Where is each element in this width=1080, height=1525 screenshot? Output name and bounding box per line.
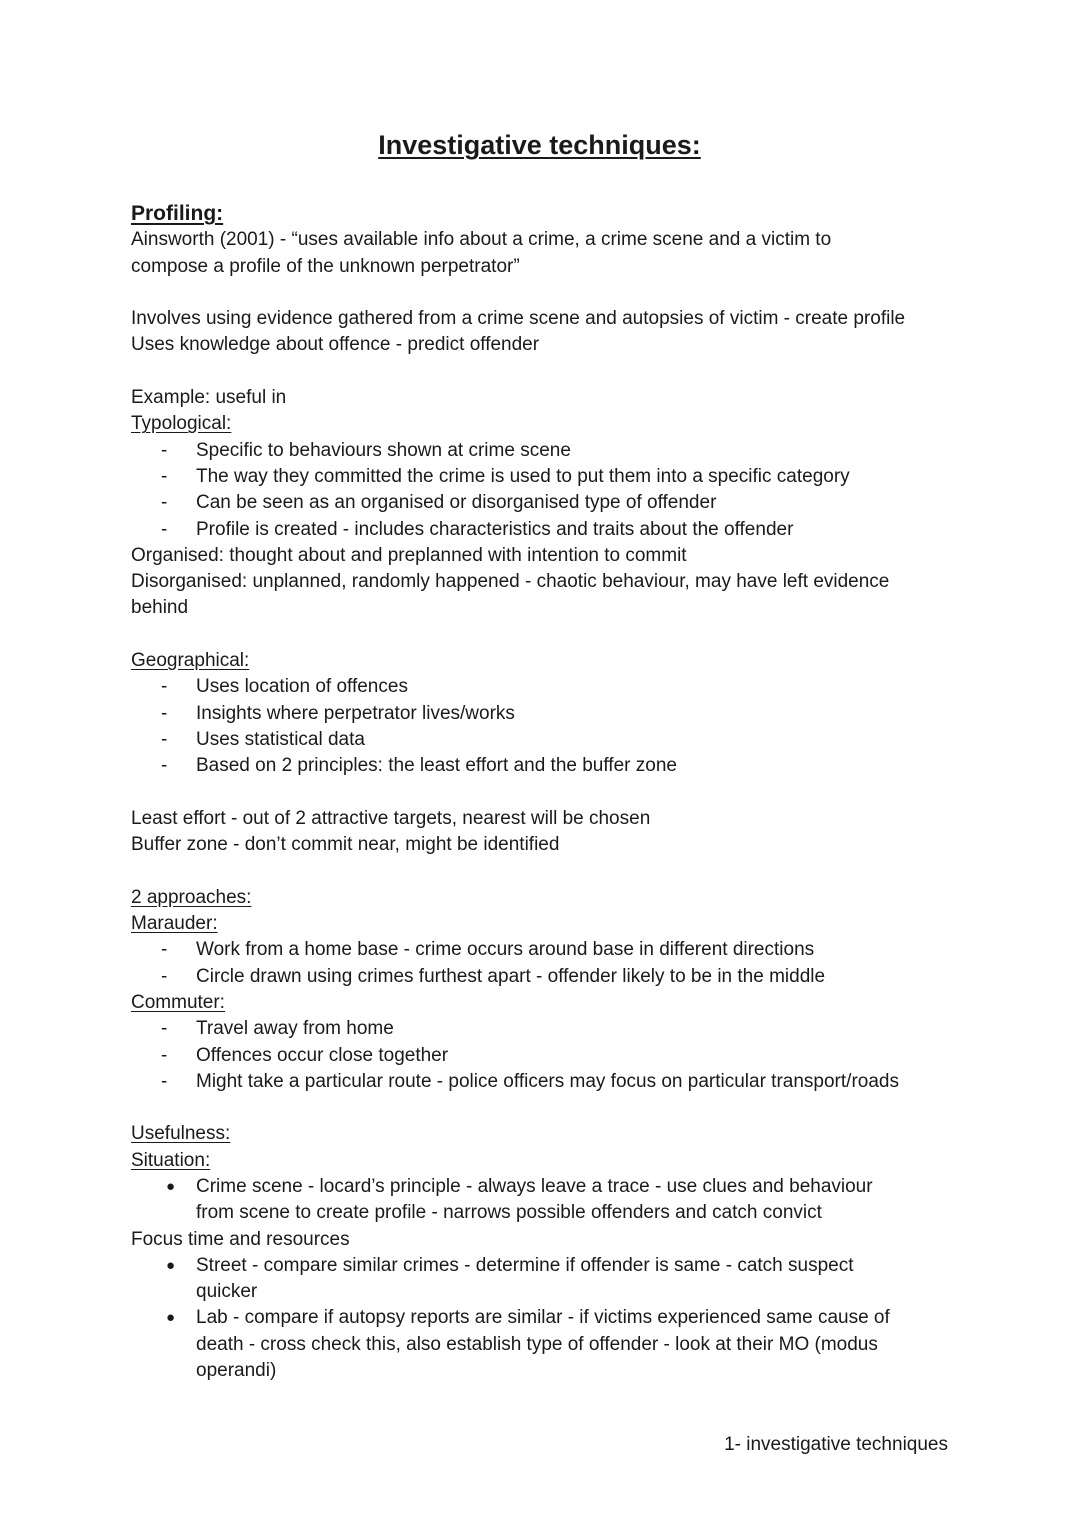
dash-marker: - [161, 1044, 168, 1066]
dash-marker: - [161, 939, 168, 961]
situation-list [131, 1174, 961, 1227]
disorganised-definition-line-1: Disorganised: unplanned, randomly happened - chaotic behaviour, may have left evidence [131, 571, 890, 593]
dash-marker: - [161, 702, 168, 724]
list-item: - Can be seen as an organised or disorganised type of offender [131, 490, 961, 516]
dash-marker: - [161, 755, 168, 777]
list-item: - Offences occur close together [131, 1043, 961, 1069]
typological-list [131, 438, 961, 543]
situation-heading: Situation: [131, 1149, 211, 1171]
list-item: - The way they committed the crime is used to put them into a specific category [131, 464, 961, 490]
bullet-marker: ● [166, 1177, 176, 1195]
list-item: - Insights where perpetrator lives/works [131, 701, 961, 727]
list-item: ● Crime scene - locard’s principle - always leave a trace - use clues and behaviour from scene to create profile - narrows possible offenders and catch convict [166, 1175, 873, 1224]
profiling-definition-line-1: Ainsworth (2001) - “uses available info about a crime, a crime scene and a victim to [131, 229, 832, 251]
geographical-heading: Geographical: [131, 650, 250, 672]
profiling-heading: Profiling: [131, 202, 224, 225]
list-item: - Specific to behaviours shown at crime scene [131, 438, 961, 464]
document-body [131, 201, 961, 1384]
organised-definition: Organised: thought about and preplanned with intention to commit [131, 544, 687, 566]
marauder-list [131, 937, 961, 990]
list-item: ● Lab - compare if autopsy reports are similar - if victims experienced same cause of death - cross check this, also establish type of offender - look at their MO (modus operandi) [166, 1307, 890, 1382]
dash-marker: - [161, 728, 168, 750]
list-item: - Profile is created - includes characteristics and traits about the offender [131, 517, 961, 543]
geographical-list [131, 674, 961, 779]
list-item: - Uses location of offences [131, 674, 961, 700]
list-item: - Travel away from home [131, 1016, 961, 1042]
focus-list [131, 1253, 961, 1384]
approaches-heading: 2 approaches: [131, 886, 252, 908]
bullet-marker: ● [166, 1256, 176, 1274]
dash-marker: - [161, 1018, 168, 1040]
list-item: ● Street - compare similar crimes - determine if offender is same - catch suspect quicker [166, 1254, 854, 1303]
page-title: Investigative techniques: [378, 130, 701, 160]
page-footer: 1- investigative techniques [724, 1434, 948, 1455]
dash-marker: - [161, 1070, 168, 1092]
list-item: - Based on 2 principles: the least effort and the buffer zone [131, 753, 961, 779]
list-item: - Uses statistical data [131, 727, 961, 753]
dash-marker: - [161, 676, 168, 698]
typological-heading: Typological: [131, 413, 232, 435]
list-item: - Circle drawn using crimes furthest apart - offender likely to be in the middle [131, 964, 961, 990]
commuter-heading: Commuter: [131, 991, 225, 1013]
list-item: - Might take a particular route - police officers may focus on particular transport/roads [131, 1069, 961, 1095]
dash-marker: - [161, 518, 168, 540]
dash-marker: - [161, 492, 168, 514]
usefulness-heading: Usefulness: [131, 1123, 231, 1145]
focus-line: Focus time and resources [131, 1228, 350, 1250]
dash-marker: - [161, 439, 168, 461]
dash-marker: - [161, 965, 168, 987]
marauder-heading: Marauder: [131, 913, 218, 935]
profiling-uses: Uses knowledge about offence - predict offender [131, 334, 540, 356]
least-effort-definition: Least effort - out of 2 attractive targets, nearest will be chosen [131, 807, 651, 829]
disorganised-definition-line-2: behind [131, 597, 189, 619]
buffer-zone-definition: Buffer zone - don’t commit near, might be identified [131, 834, 560, 856]
profiling-definition-line-2: compose a profile of the unknown perpetrator” [131, 255, 520, 277]
bullet-marker: ● [166, 1309, 176, 1327]
profiling-involves: Involves using evidence gathered from a crime scene and autopsies of victim - create profile [131, 308, 906, 330]
profiling-example: Example: useful in [131, 387, 287, 409]
commuter-list [131, 1016, 961, 1095]
dash-marker: - [161, 465, 168, 487]
list-item: - Work from a home base - crime occurs around base in different directions [131, 937, 961, 963]
